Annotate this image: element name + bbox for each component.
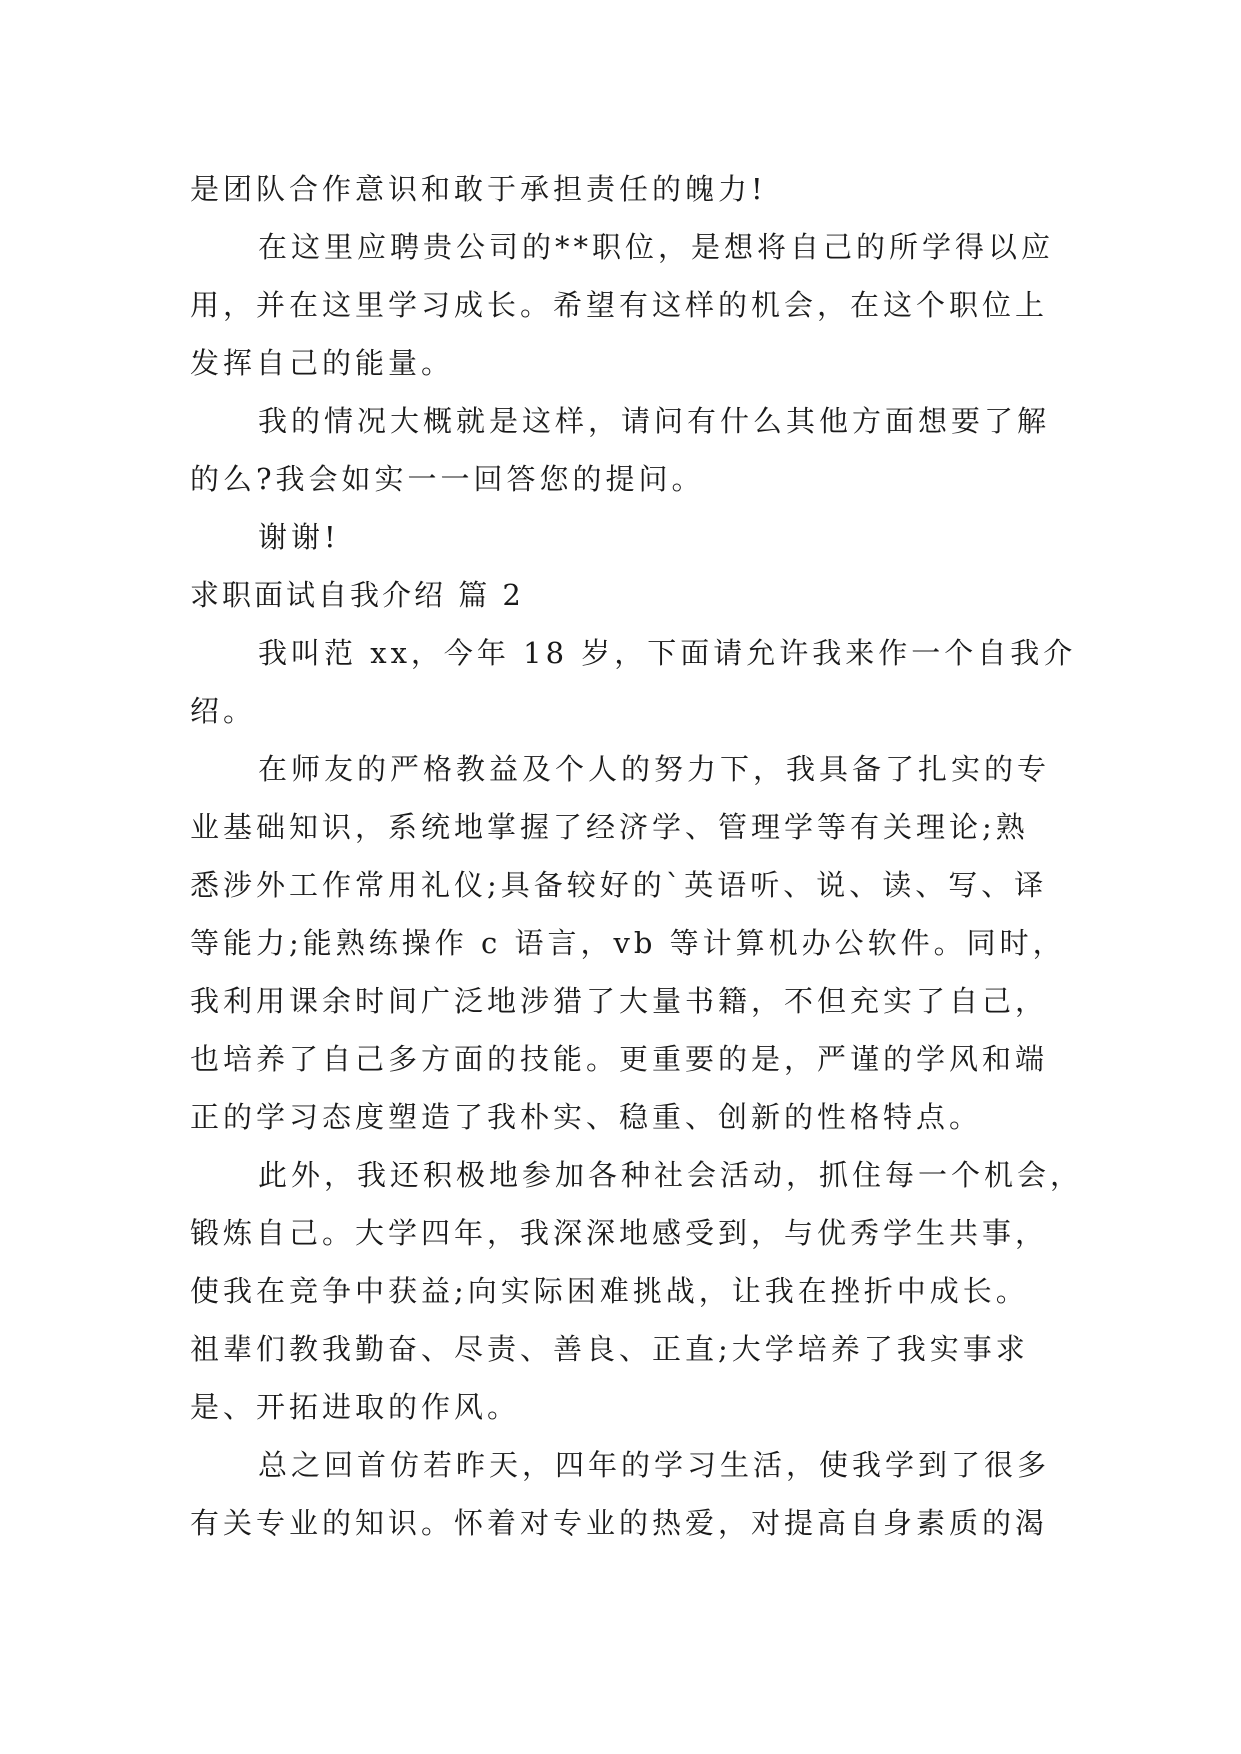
text-line: 总之回首仿若昨天，四年的学习生活，使我学到了很多 (258, 1448, 1051, 1482)
text-line: 发挥自己的能量。 (190, 346, 455, 380)
text-line: 正的学习态度塑造了我朴实、稳重、创新的性格特点。 (190, 1100, 983, 1134)
section-heading: 求职面试自我介绍 篇 2 (190, 578, 524, 612)
text-line: 我叫范 xx，今年 18 岁，下面请允许我来作一个自我介 (258, 636, 1077, 670)
document-body (190, 160, 1084, 1552)
text-line: 业基础知识，系统地掌握了经济学、管理学等有关理论;熟 (190, 810, 1029, 844)
text-line: 有关专业的知识。怀着对专业的热爱，对提高自身素质的渴 (190, 1506, 1049, 1540)
text-line: 用，并在这里学习成长。希望有这样的机会，在这个职位上 (190, 288, 1049, 322)
text-line: 此外，我还积极地参加各种社会活动，抓住每一个机会， (258, 1158, 1084, 1192)
text-line: 也培养了自己多方面的技能。更重要的是，严谨的学风和端 (190, 1042, 1049, 1076)
text-line: 的么?我会如实一一回答您的提问。 (190, 462, 705, 496)
text-line: 在这里应聘贵公司的**职位，是想将自己的所学得以应 (258, 230, 1055, 264)
text-line: 谢谢! (258, 520, 340, 554)
text-line: 悉涉外工作常用礼仪;具备较好的`英语听、说、读、写、译 (190, 868, 1048, 902)
text-line: 是团队合作意识和敢于承担责任的魄力! (190, 172, 767, 206)
text-line: 绍。 (190, 694, 257, 728)
text-line: 等能力;能熟练操作 c 语言，vb 等计算机办公软件。同时， (190, 926, 1066, 960)
text-line: 我利用课余时间广泛地涉猎了大量书籍，不但充实了自己， (190, 984, 1049, 1018)
text-line: 使我在竞争中获益;向实际困难挑战，让我在挫折中成长。 (190, 1274, 1029, 1308)
text-line: 我的情况大概就是这样，请问有什么其他方面想要了解 (258, 404, 1051, 438)
text-line: 在师友的严格教益及个人的努力下，我具备了扎实的专 (258, 752, 1051, 786)
text-line: 祖辈们教我勤奋、尽责、善良、正直;大学培养了我实事求 (190, 1332, 1029, 1366)
text-line: 是、开拓进取的作风。 (190, 1390, 521, 1424)
text-line: 锻炼自己。大学四年，我深深地感受到，与优秀学生共事， (190, 1216, 1049, 1250)
